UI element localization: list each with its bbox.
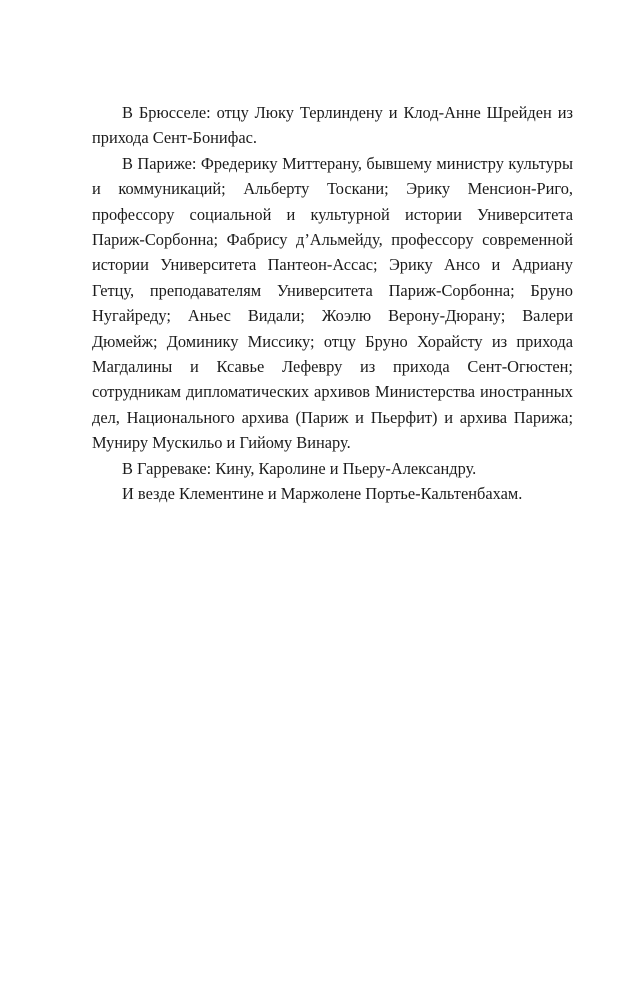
paragraph-brussels: В Брюсселе: отцу Люку Терлиндену и Клод-Анне Шрейден из прихода Сент-Бонифас. [92,103,573,148]
paragraph-garrevaque: В Гарреваке: Кину, Каролине и Пьеру-Александру. [122,458,477,478]
paragraph-paris: В Париже: Фредерику Миттерану, бывшему министру культуры и коммуникаций; Альберту Тоскани; Эрику Менсион-Риго, профессору социальной и культурной истории Университета Париж-Сорбонна; Фабрису д’Альмейду, профессору современной истории Университета Пантеон-Ассас; Эрику Ансо и Адриану Гетцу, преподавателям Университета Париж-Сорбонна; Бруно Нугайреду; Аньес Видали; Жоэлю Верону-Дюрану; Валери Дюмейж; Доминику Миссику; отцу Бруно Хорайсту из прихода Магдалины и Ксавье Лефевру из прихода Сент-Огюстен; сотрудникам дипломатических архивов Министерства иностранных дел, Национального архива (Париж и Пьерфит) и архива Парижа; Муниру Мускильо и Гийому Винару. [92,153,573,453]
document-page [92,100,573,507]
paragraph-everywhere: И везде Клементине и Маржолене Портье-Кальтенбахам. [122,484,523,504]
